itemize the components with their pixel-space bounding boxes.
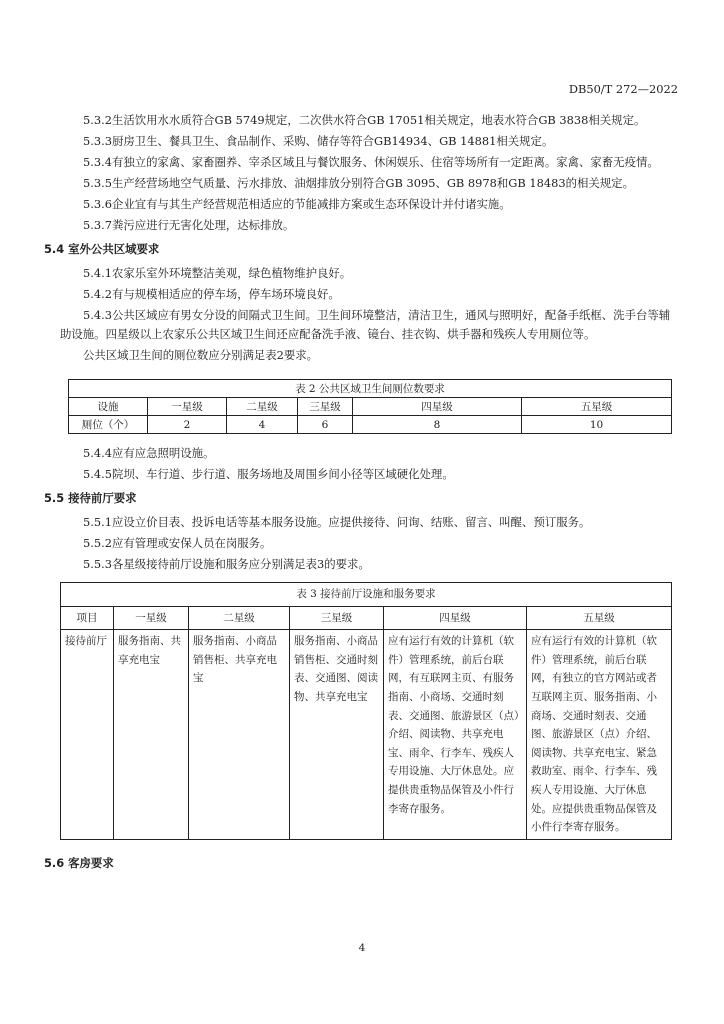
clause-5-3-6: 5.3.6企业宜有与其生产经营规范相适应的节能减排方案或生态环保设计并付诸实施。 bbox=[83, 197, 511, 211]
section-heading-5-4: 5.4 室外公共区域要求 bbox=[44, 242, 160, 256]
clause-5-4-3: 5.4.3公共区域应有男女分设的间隔式卫生间。卫生间环境整洁，清洁卫生，通风与照明好，配备手纸框、洗手台等辅助设施。四星级以上农家乐公共区域卫生间还应配备洗手液、镜台、挂衣钩、烘手器和残疾人专用厕位等。 bbox=[60, 308, 671, 341]
table-header-cell: 四星级 bbox=[384, 606, 527, 630]
table-cell: 2 bbox=[148, 416, 227, 434]
table-header-cell: 一星级 bbox=[148, 398, 227, 416]
table-header-cell: 设施 bbox=[69, 398, 148, 416]
table-header-cell: 项目 bbox=[61, 606, 114, 630]
clause-5-5-1: 5.5.1应设立价目表、投诉电话等基本服务设施。应提供接待、问询、结账、留言、叫醒、预订服务。 bbox=[83, 515, 591, 529]
table-header-cell: 二星级 bbox=[189, 606, 290, 630]
table-cell bbox=[114, 630, 189, 840]
table-header-cell: 四星级 bbox=[353, 398, 522, 416]
clause-5-3-5: 5.3.5生产经营场地空气质量、污水排放、油烟排放分别符合GB 3095、GB 8978和GB 18483的相关规定。 bbox=[83, 176, 634, 190]
clause-5-4-1: 5.4.1农家乐室外环境整洁美观，绿色植物维护良好。 bbox=[83, 266, 352, 280]
table-cell: 6 bbox=[298, 416, 353, 434]
clause-5-4-5: 5.4.5院坝、车行道、步行道、服务场地及周围乡间小径等区域硬化处理。 bbox=[83, 467, 454, 481]
table-row bbox=[61, 630, 672, 840]
table-header-cell: 五星级 bbox=[527, 606, 672, 630]
table-row bbox=[69, 416, 672, 434]
clause-5-3-7: 5.3.7粪污应进行无害化处理，达标排放。 bbox=[83, 218, 295, 232]
cell-text: 应有运行有效的计算机（软件）管理系统，前后台联网，有互联网主页、有服务指南、小商场、交通时刻表、交通图、旅游景区（点）介绍、阅读物、共享充电宝、雨伞、行李车、残疾人专用设施、大厅休息处。应提供贵重物品保管及小件行李寄存服务。 bbox=[388, 635, 520, 815]
cell-text: 接待前厅 bbox=[65, 635, 107, 648]
table-header-cell: 三星级 bbox=[290, 606, 384, 630]
table-header-cell: 三星级 bbox=[298, 398, 353, 416]
section-heading-5-5: 5.5 接待前厅要求 bbox=[44, 491, 137, 505]
table-cell: 厕位（个） bbox=[69, 416, 148, 434]
table-cell bbox=[527, 630, 672, 840]
table-cell: 4 bbox=[227, 416, 298, 434]
page-number: 4 bbox=[358, 942, 366, 954]
cell-text: 服务指南、小商品销售柜、共享充电宝 bbox=[193, 635, 277, 685]
table-cell bbox=[189, 630, 290, 840]
table-cell bbox=[384, 630, 527, 840]
table-header-row bbox=[69, 398, 672, 416]
table-2-title: 表 2 公共区域卫生间厕位数要求 bbox=[69, 380, 672, 398]
table-3 bbox=[60, 582, 672, 840]
table-cell: 10 bbox=[522, 416, 672, 434]
table-header-cell: 二星级 bbox=[227, 398, 298, 416]
cell-text: 服务指南、小商品销售柜、交通时刻表、交通图、阅读物、共享充电宝 bbox=[294, 635, 378, 703]
document-body bbox=[44, 111, 672, 878]
table-header-cell: 一星级 bbox=[114, 606, 189, 630]
doc-code: DB50/T 272—2022 bbox=[568, 82, 678, 96]
table-cell bbox=[61, 630, 114, 840]
table-cell bbox=[290, 630, 384, 840]
table-3-title: 表 3 接待前厅设施和服务要求 bbox=[61, 583, 672, 607]
clause-5-3-3: 5.3.3厨房卫生、餐具卫生、食品制作、采购、储存等符合GB14934、GB 14881相关规定。 bbox=[83, 134, 554, 148]
clause-5-5-2: 5.5.2应有管理或安保人员在岗服务。 bbox=[83, 536, 272, 550]
cell-text: 服务指南、共享充电宝 bbox=[118, 635, 181, 666]
clause-5-3-4: 5.3.4有独立的家禽、家畜圈养、宰杀区域且与餐饮服务、休闲娱乐、住宿等场所有一定距离。家禽、家畜无疫情。 bbox=[83, 155, 659, 169]
cell-text: 应有运行有效的计算机（软件）管理系统，前后台联网，有独立的官方网站或者互联网主页、服务指南、小商场、交通时刻表、交通图、旅游景区（点）介绍、阅读物、共享充电宝、紧急救助室、雨伞、行李车、残疾人专用设施、大厅休息处。应提供贵重物品保管及小件行李寄存服务。 bbox=[531, 635, 657, 834]
table2-intro: 公共区域卫生间的厕位数应分别满足表2要求。 bbox=[83, 348, 319, 362]
table-header-cell: 五星级 bbox=[522, 398, 672, 416]
table-cell: 8 bbox=[353, 416, 522, 434]
clause-5-4-4: 5.4.4应有应急照明设施。 bbox=[83, 446, 215, 460]
clause-5-4-2: 5.4.2有与规模相适应的停车场，停车场环境良好。 bbox=[83, 287, 340, 301]
table-header-row bbox=[61, 606, 672, 630]
section-heading-5-6: 5.6 客房要求 bbox=[44, 855, 114, 870]
clause-5-5-3: 5.5.3各星级接待前厅设施和服务应分别满足表3的要求。 bbox=[83, 557, 370, 571]
table-2 bbox=[68, 379, 672, 434]
clause-5-3-2: 5.3.2生活饮用水水质符合GB 5749规定，二次供水符合GB 17051相关规定，地表水符合GB 3838相关规定。 bbox=[83, 113, 646, 127]
